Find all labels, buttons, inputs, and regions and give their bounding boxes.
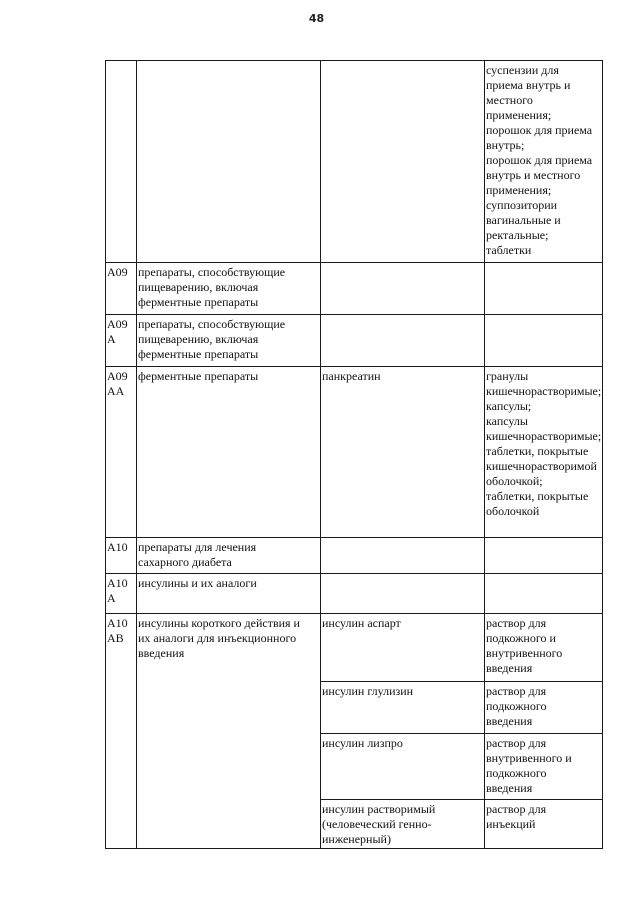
cell-text-line: подкожного — [486, 766, 547, 780]
cell-text-line: A10 — [107, 616, 128, 630]
forms-cell — [485, 263, 603, 315]
cell-text-line: инсулин растворимый — [322, 802, 436, 816]
cell-text-line: таблетки — [486, 243, 532, 257]
cell-text-line: суспензии для — [486, 63, 559, 77]
cell-text-line: вагинальные и — [486, 213, 561, 227]
code-cell — [106, 614, 137, 848]
cell-text-line: таблетки, покрытые — [486, 489, 589, 503]
cell-text-line: сахарного диабета — [138, 555, 232, 569]
cell-text-line: подкожного — [486, 699, 547, 713]
cell-text-line: внутривенного и — [486, 751, 572, 765]
cell-text-line: пищеварению, включая — [138, 332, 259, 346]
cell-text-line: A09 — [107, 265, 128, 279]
cell-text-line: A — [107, 332, 116, 346]
cell-text-line: инсулин аспарт — [322, 616, 401, 630]
cell-text-line: AB — [107, 631, 124, 645]
cell-text-line: препараты, способствующие — [138, 317, 286, 331]
forms-cell — [485, 734, 603, 800]
cell-text-line: гранулы — [486, 369, 529, 383]
drug-cell — [321, 538, 485, 574]
drug-cell — [321, 263, 485, 315]
cell-text-line: инсулины и их аналоги — [138, 576, 257, 590]
drug-cell — [321, 734, 485, 800]
cell-text-line: инсулины короткого действия и — [138, 616, 300, 630]
cell-text-line: внутривенного — [486, 646, 563, 660]
code-cell — [106, 574, 137, 614]
cell-text-line: применения; — [486, 108, 552, 122]
cell-text-line: инъекций — [486, 817, 536, 831]
group-cell — [137, 367, 321, 538]
cell-text-line: кишечнорастворимые; — [486, 384, 602, 398]
drug-cell — [321, 574, 485, 614]
code-cell — [106, 263, 137, 315]
drug-cell — [321, 367, 485, 538]
code-cell — [106, 538, 137, 574]
cell-text-line: введения — [138, 646, 185, 660]
cell-text-line: раствор для — [486, 616, 547, 630]
cell-text-line: A09 — [107, 369, 128, 383]
cell-text-line: подкожного и — [486, 631, 556, 645]
code-cell — [106, 367, 137, 538]
cell-text-line: введения — [486, 661, 533, 675]
drug-cell — [321, 614, 485, 682]
forms-cell — [485, 800, 603, 848]
cell-text-line: A — [107, 591, 116, 605]
page-number: 48 — [308, 12, 325, 25]
cell-text-line: препараты, способствующие — [138, 265, 286, 279]
code-cell — [106, 61, 137, 263]
cell-text-line: раствор для — [486, 684, 547, 698]
drug-cell — [321, 682, 485, 734]
cell-text-line: приема внутрь и — [486, 78, 571, 92]
cell-text-line: капсулы — [486, 414, 528, 428]
cell-text-line: их аналоги для инъекционного — [138, 631, 297, 645]
cell-text-line: кишечнорастворимой оболочкой; — [486, 459, 597, 488]
cell-text-line: ферментные препараты — [138, 369, 259, 383]
cell-text-line: раствор для — [486, 736, 547, 750]
cell-text-line: инсулин лизпро — [322, 736, 403, 750]
forms-cell — [485, 574, 603, 614]
group-cell — [137, 538, 321, 574]
forms-cell — [485, 315, 603, 367]
cell-text-line: пищеварению, включая — [138, 280, 259, 294]
group-cell — [137, 614, 321, 848]
drug-cell — [321, 61, 485, 263]
group-cell — [137, 315, 321, 367]
forms-cell — [485, 682, 603, 734]
drug-cell — [321, 800, 485, 848]
cell-text-line: оболочкой — [486, 504, 540, 518]
cell-text-line: инженерный) — [322, 832, 391, 846]
cell-text-line: введения — [486, 781, 533, 795]
cell-text-line: (человеческий генно- — [322, 817, 432, 831]
cell-text-line: местного — [486, 93, 533, 107]
cell-text-line: инсулин глулизин — [322, 684, 414, 698]
cell-text-line: препараты для лечения — [138, 540, 257, 554]
cell-text-line: панкреатин — [322, 369, 381, 383]
cell-text-line: внутрь; — [486, 138, 525, 152]
cell-text-line: таблетки, покрытые — [486, 444, 589, 458]
cell-text-line: раствор для — [486, 802, 547, 816]
cell-text-line: A09 — [107, 317, 128, 331]
cell-text-line: кишечнорастворимые; — [486, 429, 602, 443]
forms-cell — [485, 614, 603, 682]
code-cell — [106, 315, 137, 367]
drug-table — [105, 60, 603, 849]
cell-text-line: введения — [486, 714, 533, 728]
cell-text-line: ферментные препараты — [138, 347, 259, 361]
forms-cell — [485, 367, 603, 538]
cell-text-line: порошок для приема — [486, 123, 593, 137]
cell-text-line: применения; — [486, 183, 552, 197]
group-cell — [137, 61, 321, 263]
cell-text-line: порошок для приема — [486, 153, 593, 167]
cell-text-line: A10 — [107, 576, 128, 590]
cell-text-line: AA — [107, 384, 125, 398]
cell-text-line: ферментные препараты — [138, 295, 259, 309]
cell-text-line: капсулы; — [486, 399, 532, 413]
group-cell — [137, 263, 321, 315]
group-cell — [137, 574, 321, 614]
cell-text-line: ректальные; — [486, 228, 549, 242]
cell-text-line: суппозитории — [486, 198, 558, 212]
drug-cell — [321, 315, 485, 367]
forms-cell — [485, 61, 603, 263]
forms-cell — [485, 538, 603, 574]
cell-text-line: внутрь и местного — [486, 168, 581, 182]
cell-text-line: A10 — [107, 540, 128, 554]
